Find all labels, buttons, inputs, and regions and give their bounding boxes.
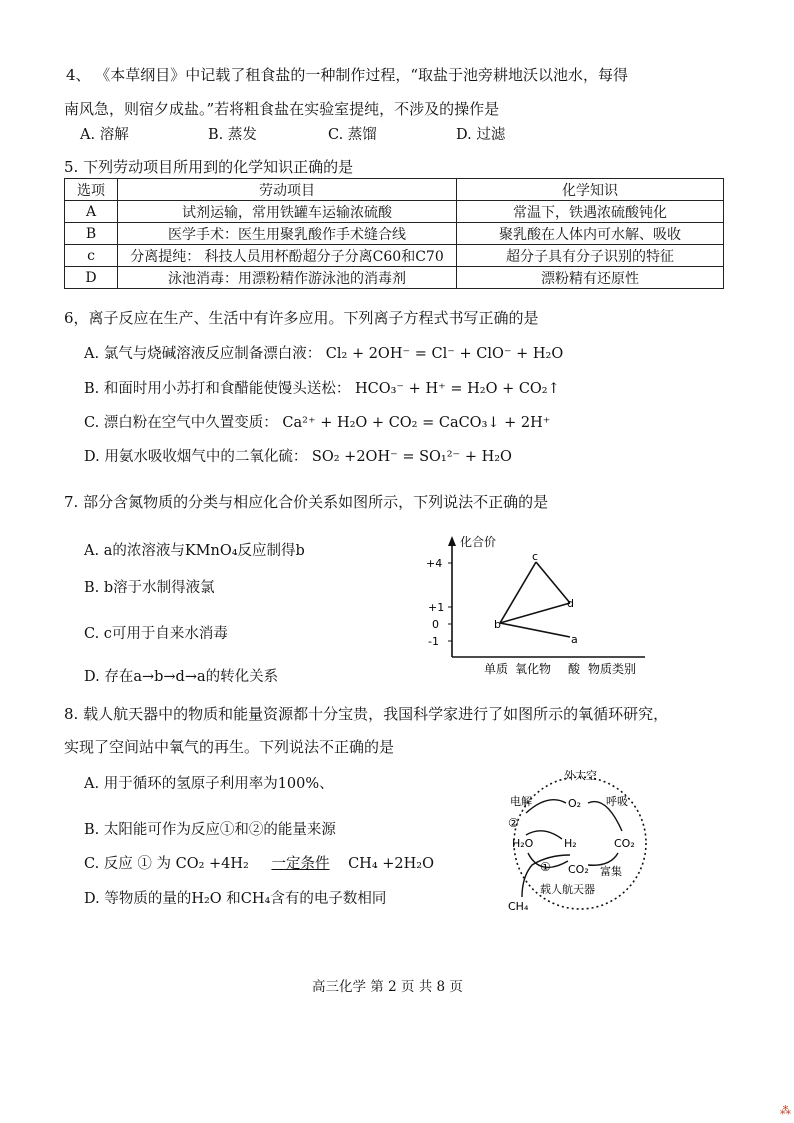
q7-option-a: A. a的浓溶液与KMnO₄反应制得b xyxy=(84,543,305,559)
page-footer: 高三化学 第 2 页 共 8 页 xyxy=(312,979,463,995)
graph-y-tick: 0 xyxy=(432,618,439,631)
table-row xyxy=(65,245,724,267)
diagram-outer-space: 外太空 xyxy=(564,769,597,782)
table-cell: 漂粉精有还原性 xyxy=(457,267,724,289)
graph-point-a: a xyxy=(571,633,578,646)
q8-oxygen-cycle-diagram xyxy=(488,765,668,915)
q8-option-a: A. 用于循环的氢原子利用率为100%、 xyxy=(84,776,334,792)
table-cell: B xyxy=(65,223,118,245)
q4-line2: 南风急，则宿夕成盐。”若将粗食盐在实验室提纯，不涉及的操作是 xyxy=(64,100,500,118)
q7-stem: 7. 部分含氮物质的分类与相应化合价关系如图所示，下列说法不正确的是 xyxy=(64,493,549,511)
diagram-electrolysis: 电解 xyxy=(510,795,532,808)
q4-option-d: D. 过滤 xyxy=(456,127,506,143)
graph-y-title: 化合价 xyxy=(460,535,497,549)
q6-option-c: C. 漂白粉在空气中久置变质： Ca²⁺ + H₂O + CO₂ = CaCO₃↓ + 2H⁺ xyxy=(84,415,551,431)
diagram-h2o: H₂O xyxy=(512,837,534,850)
q7-valence-graph xyxy=(420,532,660,682)
q6-option-a: A. 氯气与烧碱溶液反应制备漂白液： Cl₂ + 2OH⁻ = Cl⁻ + ClO⁻ + H₂O xyxy=(84,346,564,362)
graph-y-tick: +4 xyxy=(426,557,443,570)
table-header-cell: 劳动项目 xyxy=(118,179,457,201)
graph-x-label: 酸 xyxy=(568,662,581,676)
graph-x-label: 氧化物 xyxy=(515,662,552,676)
q6-option-b: B. 和面时用小苏打和食醋能使馒头送松： HCO₃⁻ + H⁺ = H₂O + CO₂↑ xyxy=(84,381,560,397)
diagram-o2: O₂ xyxy=(568,797,582,810)
table-cell: 泳池消毒：用漂粉精作游泳池的消毒剂 xyxy=(118,267,457,289)
q8-option-c xyxy=(84,852,434,873)
graph-point-b: b xyxy=(494,618,501,631)
table-cell: D xyxy=(65,267,118,289)
table-row xyxy=(65,201,724,223)
q7-option-d: D. 存在a→b→d→a的转化关系 xyxy=(84,669,279,685)
graph-x-label: 单质 xyxy=(484,662,509,676)
table-row xyxy=(65,267,724,289)
table-cell: 医学手术：医生用聚乳酸作手术缝合线 xyxy=(118,223,457,245)
diagram-r2: ② xyxy=(508,816,519,830)
table-cell: A xyxy=(65,201,118,223)
table-row xyxy=(65,223,724,245)
corner-mark: ⁂ xyxy=(780,1104,791,1117)
q6-option-d: D. 用氨水吸收烟气中的二氧化硫： SO₂ +2OH⁻ = SO₁²⁻ + H₂O xyxy=(84,449,512,465)
q4-option-c: C. 蒸馏 xyxy=(328,127,377,143)
graph-x-label: 物质类别 xyxy=(588,662,637,676)
q8-option-d: D. 等物质的量的H₂O 和CH₄含有的电子数相同 xyxy=(84,891,387,907)
q8-option-c-products: CH₄ +2H₂O xyxy=(348,856,434,872)
graph-y-tick: -1 xyxy=(428,635,439,648)
table-cell: c xyxy=(65,245,118,267)
graph-y-tick: +1 xyxy=(428,601,445,614)
table-cell: 常温下，铁遇浓硫酸钝化 xyxy=(457,201,724,223)
diagram-h2: H₂ xyxy=(564,837,577,850)
q4-line1: 4、 《本草纲目》中记载了租食盐的一种制作过程，“取盐于池旁耕地沃以池水，每得 xyxy=(66,66,628,84)
diagram-breath: 呼吸 xyxy=(606,795,628,808)
table-cell: 试剂运输，常用铁罐车运输浓硫酸 xyxy=(118,201,457,223)
diagram-enrich: 富集 xyxy=(600,865,622,878)
diagram-r1: ① xyxy=(540,860,551,874)
q4-option-b: B. 蒸发 xyxy=(208,127,257,143)
q4-option-a: A. 溶解 xyxy=(80,127,129,143)
graph-point-c: c xyxy=(532,550,539,563)
table-cell: 超分子具有分子识别的特征 xyxy=(457,245,724,267)
q5-table xyxy=(64,178,724,289)
table-header-cell: 化学知识 xyxy=(457,179,724,201)
q8-condition: 一定条件 xyxy=(271,856,330,872)
table-header-row xyxy=(65,179,724,201)
table-header-cell: 选项 xyxy=(65,179,118,201)
q8-line1: 8. 载人航天器中的物质和能量资源都十分宝贵，我国科学家进行了如图所示的氧循环研究， xyxy=(64,705,669,723)
q6-stem: 6，离子反应在生产、生活中有许多应用。下列离子方程式书写正确的是 xyxy=(64,309,539,327)
graph-point-d: d xyxy=(567,597,574,610)
diagram-co2-mid: CO₂ xyxy=(568,863,589,876)
diagram-craft: 载人航天器 xyxy=(540,883,595,896)
diagram-co2-right: CO₂ xyxy=(614,837,635,850)
diagram-ch4: CH₄ xyxy=(508,900,529,913)
q8-option-b: B. 太阳能可作为反应①和②的能量来源 xyxy=(84,822,336,838)
q5-stem: 5. 下列劳动项目所用到的化学知识正确的是 xyxy=(64,158,354,176)
table-cell: 聚乳酸在人体内可水解、吸收 xyxy=(457,223,724,245)
q7-option-b: B. b溶于水制得液氯 xyxy=(84,580,215,596)
q7-option-c: C. c可用于自来水消毒 xyxy=(84,626,228,642)
q8-line2: 实现了空间站中氧气的再生。下列说法不正确的是 xyxy=(64,738,395,756)
q8-option-c-reactants: C. 反应 ① 为 CO₂ +4H₂ xyxy=(84,856,249,872)
table-cell: 分离提纯： 科技人员用杯酚超分子分离C60和C70 xyxy=(118,245,457,267)
